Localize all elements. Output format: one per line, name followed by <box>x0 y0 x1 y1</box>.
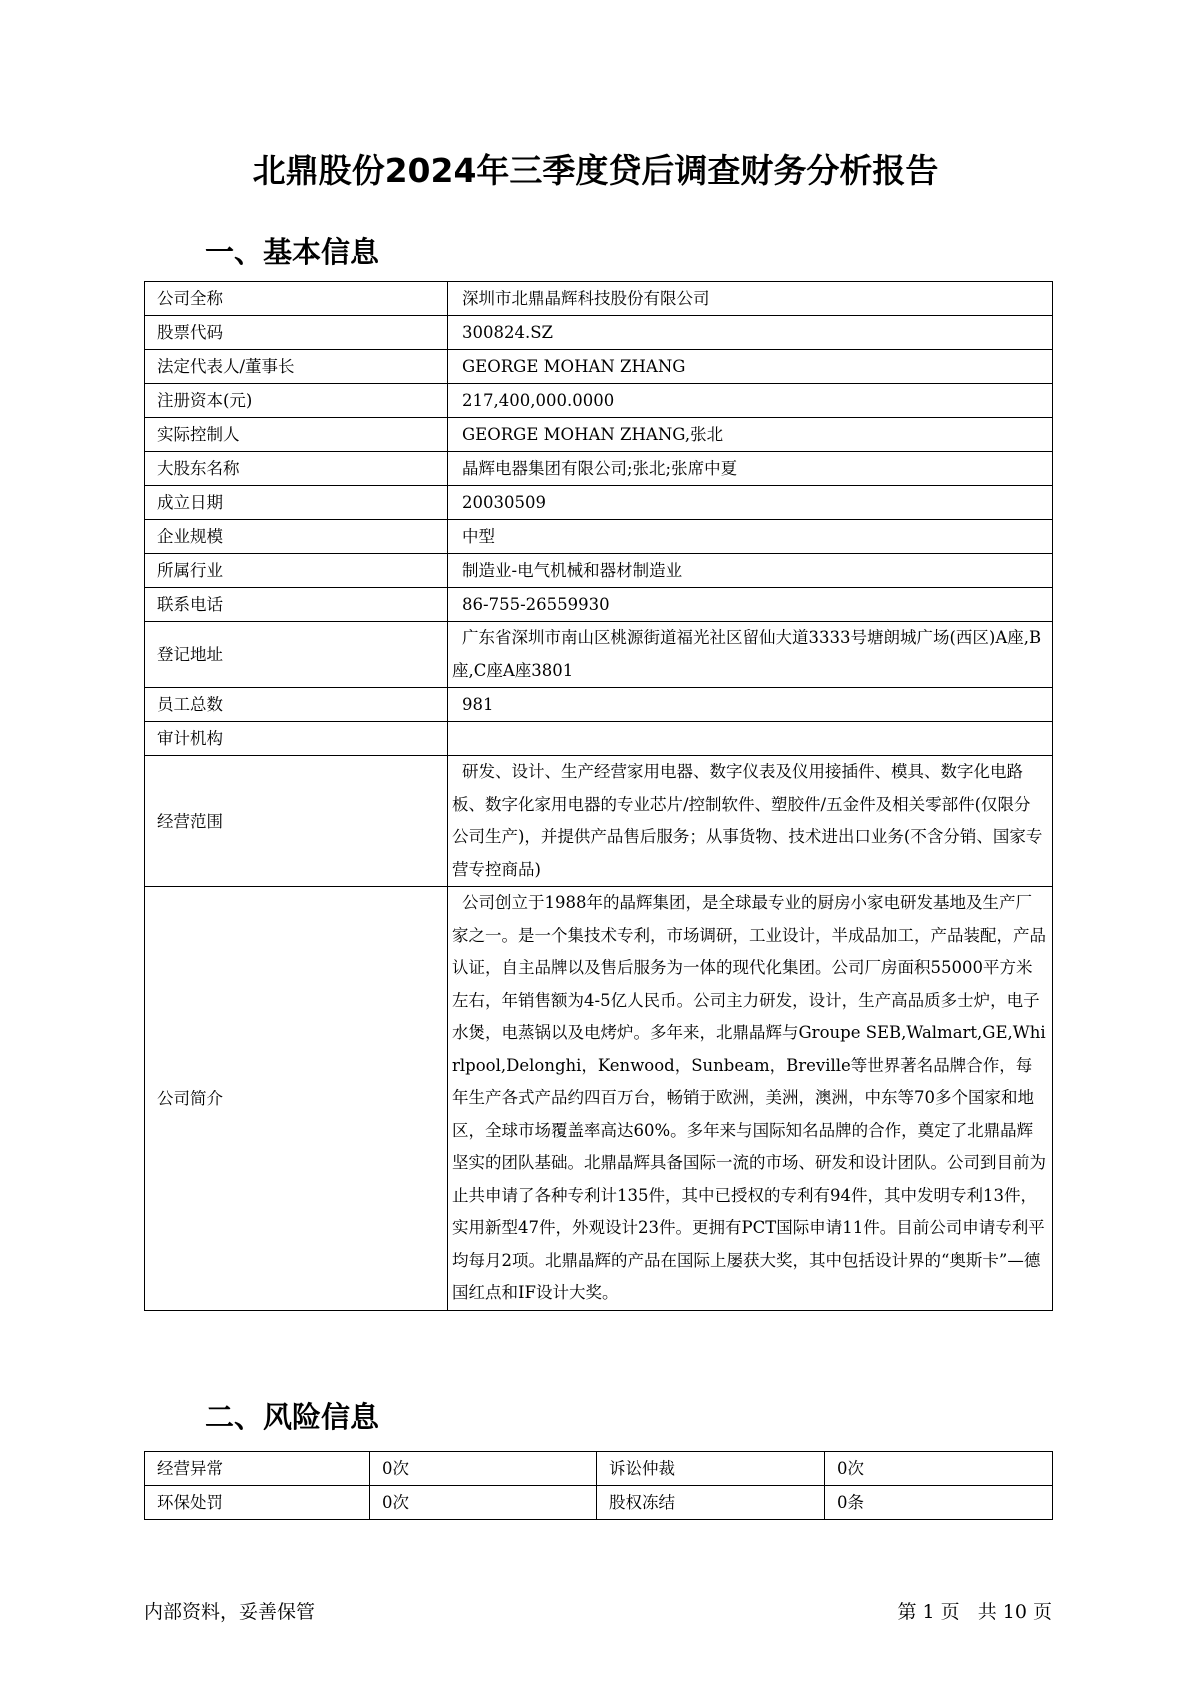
field-label: 公司简介 <box>145 887 448 1311</box>
field-value: 981 <box>448 688 1053 722</box>
risk-label: 诉讼仲裁 <box>597 1452 825 1486</box>
field-value: GEORGE MOHAN ZHANG <box>448 350 1053 384</box>
field-value: 300824.SZ <box>448 316 1053 350</box>
table-row <box>145 452 1053 486</box>
table-row <box>145 316 1053 350</box>
table-row <box>145 520 1053 554</box>
field-label: 实际控制人 <box>145 418 448 452</box>
field-label: 大股东名称 <box>145 452 448 486</box>
risk-value: 0条 <box>825 1486 1053 1520</box>
table-row <box>145 722 1053 756</box>
field-value: 86-755-26559930 <box>448 588 1053 622</box>
risk-value: 0次 <box>370 1452 597 1486</box>
risk-value: 0次 <box>825 1452 1053 1486</box>
field-value <box>448 722 1053 756</box>
field-label: 员工总数 <box>145 688 448 722</box>
section-heading-basic-info: 一、基本信息 <box>205 235 380 269</box>
field-label: 公司全称 <box>145 282 448 316</box>
field-value-text: 广东省深圳市南山区桃源街道福光社区留仙大道3333号塘朗城广场(西区)A座,B座,C座A座3801 <box>452 628 1042 680</box>
field-value: 中型 <box>448 520 1053 554</box>
table-row <box>145 418 1053 452</box>
table-row <box>145 622 1053 688</box>
field-label: 所属行业 <box>145 554 448 588</box>
table-row <box>145 486 1053 520</box>
field-value: 晶辉电器集团有限公司;张北;张席中夏 <box>448 452 1053 486</box>
risk-value: 0次 <box>370 1486 597 1520</box>
field-value: 制造业-电气机械和器材制造业 <box>448 554 1053 588</box>
field-value: 217,400,000.0000 <box>448 384 1053 418</box>
field-label: 成立日期 <box>145 486 448 520</box>
table-row <box>145 554 1053 588</box>
field-value <box>448 622 1053 688</box>
field-label: 联系电话 <box>145 588 448 622</box>
risk-label: 环保处罚 <box>145 1486 370 1520</box>
field-value: 深圳市北鼎晶辉科技股份有限公司 <box>448 282 1053 316</box>
table-row <box>145 282 1053 316</box>
table-row <box>145 350 1053 384</box>
field-label: 审计机构 <box>145 722 448 756</box>
field-label: 经营范围 <box>145 756 448 887</box>
field-value <box>448 756 1053 887</box>
table-row <box>145 1452 1053 1486</box>
field-value: 20030509 <box>448 486 1053 520</box>
table-row <box>145 887 1053 1311</box>
table-row <box>145 384 1053 418</box>
basic-info-table <box>144 281 1053 1311</box>
field-label: 注册资本(元) <box>145 384 448 418</box>
footer-confidentiality-note: 内部资料，妥善保管 <box>144 1601 316 1623</box>
field-label: 登记地址 <box>145 622 448 688</box>
field-label: 企业规模 <box>145 520 448 554</box>
field-value <box>448 887 1053 1311</box>
field-value: GEORGE MOHAN ZHANG,张北 <box>448 418 1053 452</box>
field-value-text: 研发、设计、生产经营家用电器、数字仪表及仪用接插件、模具、数字化电路板、数字化家用电器的专业芯片/控制软件、塑胶件/五金件及相关零部件(仅限分公司生产)，并提供产品售后服务；从事货物、技术进出口业务(不含分销、国家专营专控商品) <box>452 762 1043 879</box>
section-heading-risk-info: 二、风险信息 <box>205 1400 380 1434</box>
field-value-text: 公司创立于1988年的晶辉集团，是全球最专业的厨房小家电研发基地及生产厂家之一。是一个集技术专利，市场调研，工业设计，半成品加工，产品装配，产品认证，自主品牌以及售后服务为一体的现代化集团。公司厂房面积55000平方米左右，年销售额为4-5亿人民币。公司主力研发，设计，生产高品质多士炉，电子水煲，电蒸锅以及电烤炉。多年来，北鼎晶辉与Groupe SEB,Walmart,GE,Whirlpool,Delonghi，Kenwood，Sunbeam，Breville等世界著名品牌合作，每年生产各式产品约四百万台，畅销于欧洲，美洲，澳洲，中东等70多个国家和地区，全球市场覆盖率高达60%。多年来与国际知名品牌的合作，奠定了北鼎晶辉坚实的团队基础。北鼎晶辉具备国际一流的市场、研发和设计团队。公司到目前为止共申请了各种专利计135件，其中已授权的专利有94件，其中发明专利13件，实用新型47件，外观设计23件。更拥有PCT国际申请11件。目前公司申请专利平均每月2项。北鼎晶辉的产品在国际上屡获大奖，其中包括设计界的“奥斯卡”—德国红点和IF设计大奖。 <box>452 893 1046 1302</box>
report-title: 北鼎股份2024年三季度贷后调查财务分析报告 <box>252 151 939 190</box>
table-row <box>145 588 1053 622</box>
risk-info-table <box>144 1451 1053 1520</box>
risk-label: 经营异常 <box>145 1452 370 1486</box>
risk-label: 股权冻结 <box>597 1486 825 1520</box>
table-row <box>145 1486 1053 1520</box>
table-row <box>145 688 1053 722</box>
field-label: 股票代码 <box>145 316 448 350</box>
footer-page-number: 第 1 页 共 10 页 <box>897 1601 1052 1623</box>
table-row <box>145 756 1053 887</box>
field-label: 法定代表人/董事长 <box>145 350 448 384</box>
